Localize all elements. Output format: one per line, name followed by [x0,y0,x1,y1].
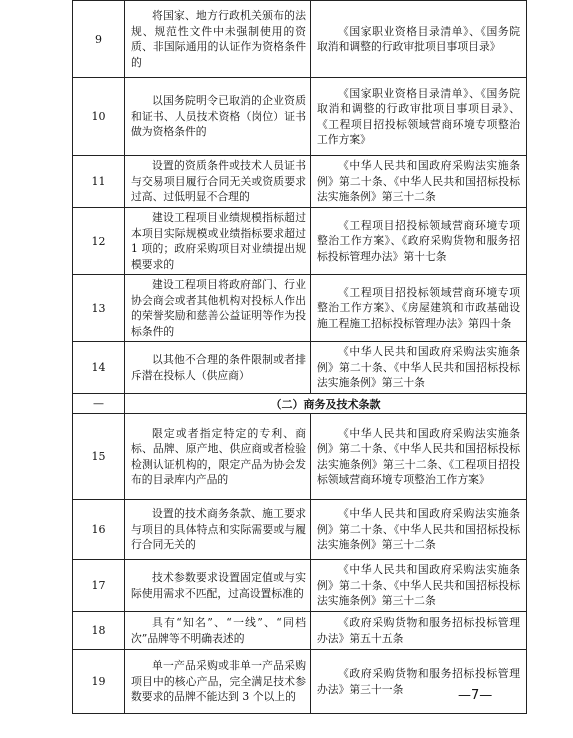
table-row [73,342,527,394]
row-basis: 《国家职业资格目录清单》、《国务院取消和调整的行政审批项目事项目录》、《工程项目招投标领域营商环境专项整治工作方案》 [317,86,520,146]
row-basis: 《政府采购货物和服务招标投标管理办法》第三十一条 [317,667,520,696]
row-basis: 《中华人民共和国政府采购法实施条例》第二十条、《中华人民共和国招标投标法实施条例》第三十二条 [317,563,520,608]
row-number: 13 [73,275,125,342]
table-row [73,78,527,156]
row-number: 10 [73,78,125,156]
row-number: 9 [73,1,125,78]
row-number: 14 [73,342,125,394]
row-basis: 《中华人民共和国政府采购法实施条例》第二十条、《中华人民共和国招标投标法实施条例》第三十二条、《工程项目招投标领域营商环境专项整治工作方案》 [317,426,520,486]
row-number: 19 [73,650,125,714]
row-condition: 建设工程项目业绩规模指标超过本项目实际规模或业绩指标要求超过 1 项的；政府采购项目对业绩提出规模要求的 [131,211,306,271]
page-number: —7— [458,688,493,703]
row-basis: 《中华人民共和国政府采购法实施条例》第二十条、《中华人民共和国招标投标法实施条例》第三十二条 [317,159,520,204]
row-condition: 限定或者指定特定的专利、商标、品牌、原产地、供应商或者检验检测认证机构的，限定产品为协会发布的目录库内产品的 [131,426,306,486]
table-row [73,208,527,275]
row-condition: 具有“知名”、“一线”、“同档次”品牌等不明确表述的 [131,616,306,645]
row-number: 17 [73,560,125,612]
row-condition: 建设工程项目将政府部门、行业协会商会或者其他机构对投标人作出的荣誉奖励和慈善公益证明等作为投标条件的 [131,278,306,338]
section-header-row [73,394,527,414]
row-condition: 将国家、地方行政机关颁布的法规、规范性文件中未强制使用的资质、非国际通用的认证作为资格条件的 [131,9,306,69]
table-row [73,500,527,560]
row-condition: 单一产品采购或非单一产品采购项目中的核心产品，完全满足技术参数要求的品牌不能达到 3 个以上的 [131,659,306,704]
row-basis: 《中华人民共和国政府采购法实施条例》第二十条、《中华人民共和国招标投标法实施条例》第三十二条 [317,507,520,552]
table-row [73,1,527,78]
table-row [73,156,527,208]
table-row [73,650,527,714]
row-condition: 以国务院明令已取消的企业资质和证书、人员技术资格（岗位）证书做为资格条件的 [131,94,306,139]
row-condition: 设置的技术商务条款、施工要求与项目的具体特点和实际需要或与履行合同无关的 [131,507,306,552]
row-basis: 《工程项目招投标领域营商环境专项整治工作方案》、《政府采购货物和服务招标投标管理办法》第十七条 [317,218,520,263]
row-basis: 《国家职业资格目录清单》、《国务院取消和调整的行政审批项目事项目录》 [317,24,520,53]
section-number: — [73,394,125,414]
table-row [73,560,527,612]
regulation-table [72,0,527,714]
row-basis: 《工程项目招投标领域营商环境专项整治工作方案》、《房屋建筑和市政基础设施工程施工招标投标管理办法》第四十条 [317,285,520,330]
table-row [73,275,527,342]
row-basis: 《政府采购货物和服务招标投标管理办法》第五十五条 [317,616,520,645]
row-number: 15 [73,414,125,500]
row-number: 18 [73,612,125,650]
row-condition: 设置的资质条件或技术人员证书与交易项目履行合同无关或资质要求过高、过低明显不合理的 [131,159,306,204]
row-number: 16 [73,500,125,560]
row-number: 11 [73,156,125,208]
table-row [73,414,527,500]
table-row [73,612,527,650]
row-condition: 技术参数要求设置固定值或与实际使用需求不匹配，过高设置标准的 [131,571,306,600]
row-number: 12 [73,208,125,275]
row-condition: 以其他不合理的条件限制或者排斥潜在投标人（供应商） [131,353,306,382]
row-basis: 《中华人民共和国政府采购法实施条例》第二十条、《中华人民共和国招标投标法实施条例》第三十条 [317,345,520,390]
section-title: （二）商务及技术条款 [125,394,527,414]
